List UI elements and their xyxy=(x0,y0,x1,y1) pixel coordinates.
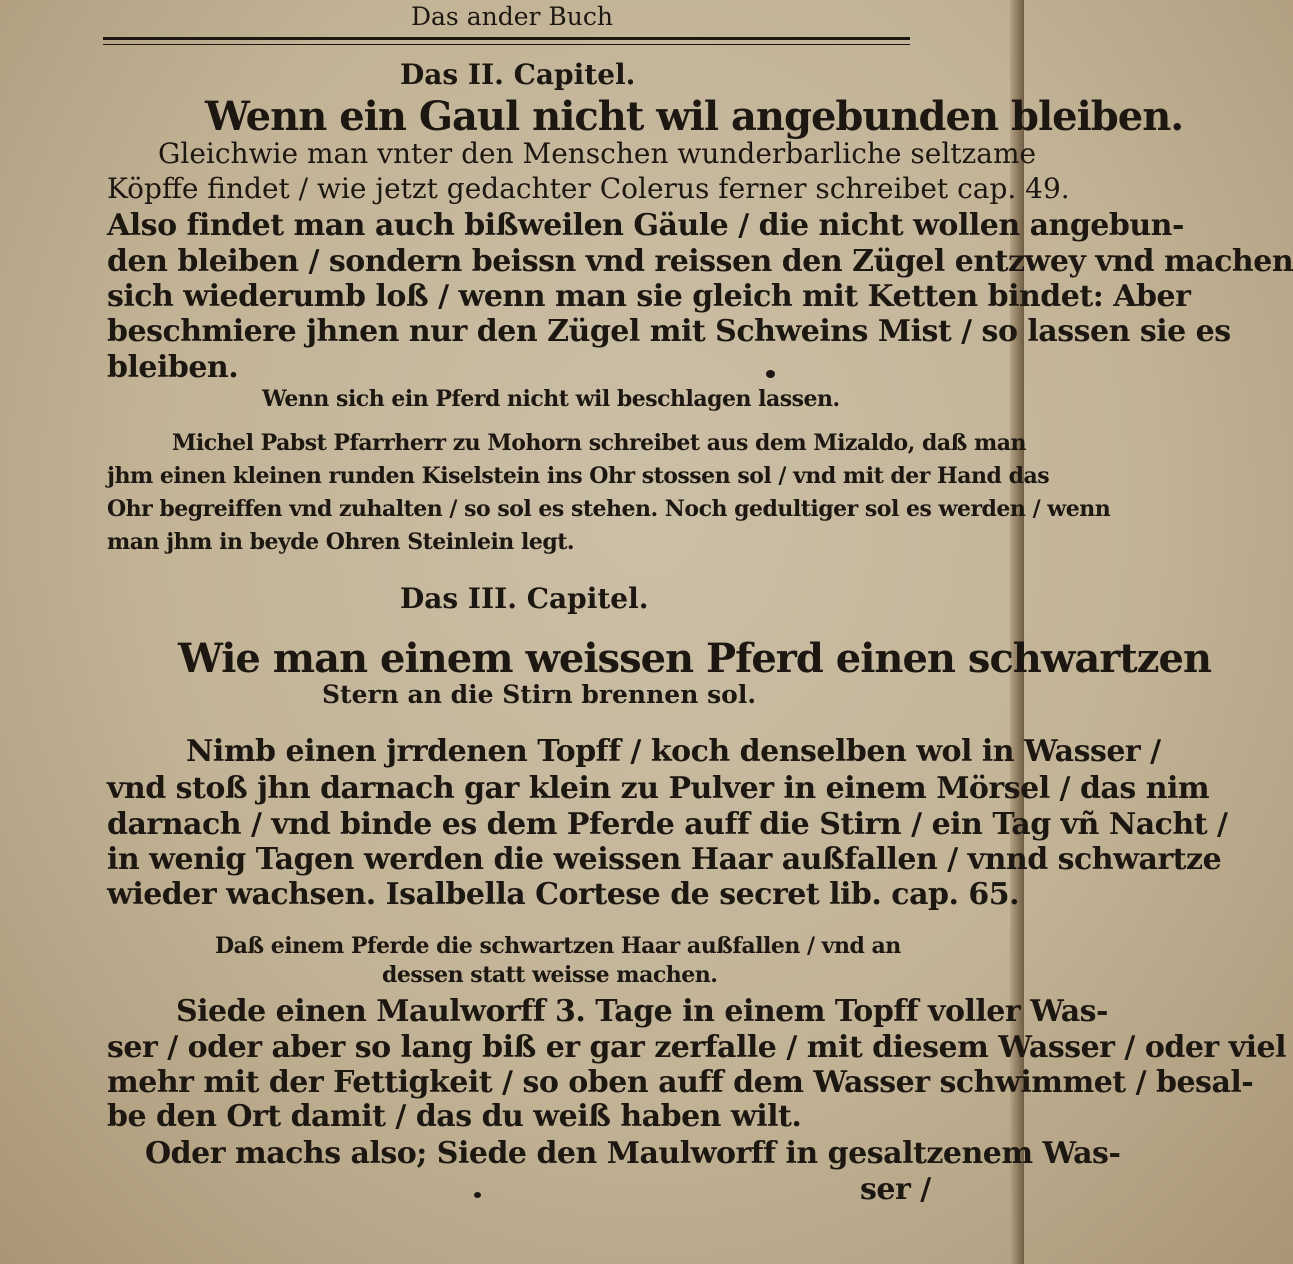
section-title: Stern an die Stirn brennen sol. xyxy=(322,680,757,709)
subheading: Daß einem Pferde die schwartzen Haar außfallen / vnd an xyxy=(215,933,901,959)
text-line: Ohr begreiffen vnd zuhalten / so sol es stehen. Noch gedultiger sol es werden / wenn xyxy=(107,496,1111,522)
text-line: in wenig Tagen werden die weissen Haar außfallen / vnnd schwartze xyxy=(107,842,1222,877)
subheading: Wenn sich ein Pferd nicht wil beschlagen lassen. xyxy=(262,386,840,412)
text-line: sich wiederumb loß / wenn man sie gleich mit Ketten bindet: Aber xyxy=(107,279,1191,314)
text-line: man jhm in beyde Ohren Steinlein legt. xyxy=(107,529,575,555)
section-title: Wie man einem weissen Pferd einen schwartzen xyxy=(178,635,1212,682)
text-line: Siede einen Maulworff 3. Tage in einem Topff voller Was- xyxy=(176,994,1108,1029)
text-line: Michel Pabst Pfarrherr zu Mohorn schreibet aus dem Mizaldo, daß man xyxy=(172,430,1027,456)
text-line: beschmiere jhnen nur den Zügel mit Schweins Mist / so lassen sie es xyxy=(107,314,1231,349)
ink-spot xyxy=(474,1192,481,1198)
text-line: Oder machs also; Siede den Maulworff in gesaltzenem Was- xyxy=(145,1136,1121,1171)
text-line: ser / oder aber so lang biß er gar zerfalle / mit diesem Wasser / oder viel xyxy=(107,1030,1286,1065)
ink-spot xyxy=(766,370,775,378)
text-line: wieder wachsen. Isalbella Cortese de secret lib. cap. 65. xyxy=(107,877,1020,912)
subheading: dessen statt weisse machen. xyxy=(382,962,718,988)
text-line: be den Ort damit / das du weiß haben wilt. xyxy=(107,1099,802,1134)
running-header: Das ander Buch xyxy=(410,2,613,31)
chapter-heading: Das III. Capitel. xyxy=(400,582,649,615)
catchword: ser / xyxy=(860,1172,931,1207)
text-line: Köpffe findet / wie jetzt gedachter Colerus ferner schreibet cap. 49. xyxy=(107,172,1070,205)
text-line: den bleiben / sondern beissn vnd reissen den Zügel entzwey vnd machen xyxy=(107,244,1293,279)
text-line: jhm einen kleinen runden Kiselstein ins Ohr stossen sol / vnd mit der Hand das xyxy=(107,463,1050,489)
text-line: darnach / vnd binde es dem Pferde auff die Stirn / ein Tag vñ Nacht / xyxy=(107,807,1228,842)
text-line: bleiben. xyxy=(107,350,239,385)
text-line: Gleichwie man vnter den Menschen wunderbarliche seltzame xyxy=(158,137,1037,170)
chapter-heading: Das II. Capitel. xyxy=(400,58,636,91)
text-line: mehr mit der Fettigkeit / so oben auff dem Wasser schwimmet / besal- xyxy=(107,1065,1254,1100)
header-rule xyxy=(103,37,910,45)
text-line: Also findet man auch bißweilen Gäule / die nicht wollen angebun- xyxy=(107,208,1184,243)
section-title: Wenn ein Gaul nicht wil angebunden bleiben. xyxy=(205,93,1184,140)
text-line: Nimb einen jrrdenen Topff / koch denselben wol in Wasser / xyxy=(186,734,1161,769)
text-line: vnd stoß jhn darnach gar klein zu Pulver in einem Mörsel / das nim xyxy=(107,771,1210,806)
